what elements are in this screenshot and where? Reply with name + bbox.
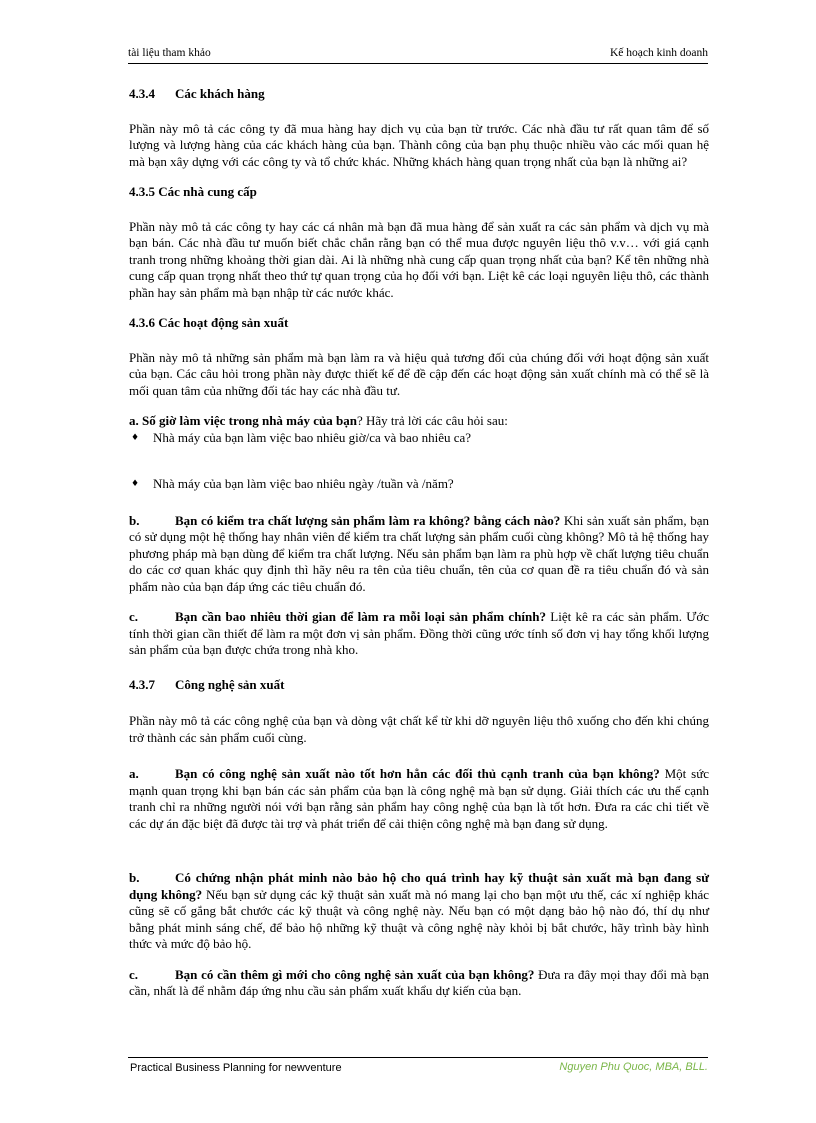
question-b-rest: Nếu bạn sử dụng các kỹ thuật sản xuất mà nó mang lại cho bạn một ưu thế, các xí nghiệp khác cũng sẽ cố gắng bắt chước các kỹ thuật và công nghệ này. Nếu bạn có một dạng bảo hộ nào đó, thí dụ như bằng phát minh sáng chế, để bảo hộ những kỹ thuật và công nghệ này khỏi bị bắt chước, hãy trình bày hình thức và mức độ bảo hộ.	[129, 886, 709, 951]
diamond-bullet-icon: ♦	[131, 432, 140, 443]
page-footer	[128, 1057, 708, 1074]
header-left-text: tài liệu tham khảo	[128, 47, 211, 59]
question-a-rest: Một sức mạnh quan trọng khi bạn bán các sản phẩm của bạn là công nghệ mà bạn sử dụng. Giải thích các ưu thế cạnh tranh chỉ ra những người nói với bạn rằng sản phẩm hay công nghệ của bạn là tốt hơn. Đưa ra các chi tiết về các dự án đặc biệt đã được tài trợ và phát triển để cải thiện công nghệ mà bạn đang sử dụng.	[129, 766, 710, 831]
section-number: 4.3.4	[129, 86, 155, 101]
question-a-hours	[129, 413, 709, 430]
page-header	[128, 47, 708, 64]
section-number: 4.3.7	[129, 676, 155, 692]
question-b-quality	[129, 513, 709, 596]
question-b-rest: Khi sản xuất sản phẩm, bạn có sử dụng một hệ thống hay nhân viên để kiểm tra chất lượng sản phẩm cuối cùng không? Mô tả hệ thống hay phương pháp mà bạn dùng để kiểm tra chất lượng. Nếu sản phẩm bạn làm ra phù hợp về chất lượng tiêu chuẩn do các cơ quan khác quy định thì hãy nêu ra tên của tiêu chuẩn, tên của cơ quan đề ra tiêu chuẩn đó và sản phẩm nào của bạn đáp ứng các tiêu chuẩn đó.	[129, 512, 709, 594]
document-body	[129, 86, 709, 1000]
bullet-text: Nhà máy của bạn làm việc bao nhiêu giờ/ca và bao nhiêu ca?	[153, 429, 472, 445]
question-label: b.	[129, 870, 140, 885]
paragraph-suppliers: Phần này mô tả các công ty hay các cá nhân mà bạn đã mua hàng để sản xuất ra các sản phẩm và dịch vụ mà bạn bán. Các nhà đầu tư muốn biết chắc chắn rằng bạn có thể mua được nguyên liệu thô v.v… với giá cạnh tranh trong những khoảng thời gian dài. Ai là những nhà cung cấp quan trọng nhất của bạn? Kể tên những nhà cung cấp quan trọng nhất theo thứ tự quan trọng của họ đối với bạn. Liệt kê các loại nguyên liệu thô, các thành phần hay sản phẩm mà bạn nhập từ các nước khác.	[129, 218, 709, 300]
section-heading-4-3-4	[129, 86, 709, 103]
header-right-text: Kế hoạch kinh doanh	[609, 47, 708, 59]
question-a-technology	[129, 766, 709, 832]
question-b-bold: Có chứng nhận phát minh nào bảo hộ cho quá trình hay kỹ thuật sản xuất mà bạn đang sử dụng không?	[129, 870, 709, 902]
question-c-rest: Đưa ra đây mọi thay đổi mà bạn cần, nhất là để nhằm đáp ứng nhu cầu sản phẩm xuất khẩu dự kiến của bạn.	[129, 966, 709, 998]
question-c-new-tech	[129, 967, 709, 1000]
question-a-bold: a. Số giờ làm việc trong nhà máy của bạn	[129, 413, 357, 428]
question-a-bold: Bạn có công nghệ sản xuất nào tốt hơn hẳn các đối thủ cạnh tranh của bạn không?	[175, 766, 660, 781]
section-heading-4-3-5: 4.3.5 Các nhà cung cấp	[129, 184, 257, 199]
question-label: c.	[129, 966, 139, 982]
section-heading-4-3-6: 4.3.6 Các hoạt động sản xuất	[129, 315, 289, 330]
section-title: Công nghệ sản xuất	[175, 676, 285, 692]
bullet-item	[129, 476, 709, 493]
question-label: c.	[129, 609, 139, 624]
question-b-patent	[129, 870, 709, 953]
footer-left-text: Practical Business Planning for newventure	[130, 1062, 342, 1074]
question-c-time	[129, 609, 709, 659]
question-c-bold: Bạn cần bao nhiêu thời gian để làm ra mỗi loại sản phẩm chính?	[175, 609, 546, 624]
bullet-item	[129, 430, 709, 447]
paragraph-technology: Phần này mô tả các công nghệ của bạn và dòng vật chất kể từ khi dỡ nguyên liệu thô xuống cho đến khi chúng trở thành các sản phẩm cuối cùng.	[129, 713, 709, 745]
question-b-bold: Bạn có kiểm tra chất lượng sản phẩm làm ra không? bằng cách nào?	[175, 512, 561, 528]
paragraph-production: Phần này mô tả những sản phẩm mà bạn làm ra và hiệu quả tương đối của chúng đối với hoạt động sản xuất của bạn. Các câu hỏi trong phần này được thiết kế để đề cập đến các hoạt động sản xuất chính mà có thể sẽ là mối quan tâm của những đối tác hay các nhà đầu tư.	[129, 349, 709, 398]
question-label: a.	[129, 766, 139, 781]
footer-author: Nguyen Phu Quoc, MBA, BLL.	[559, 1061, 708, 1073]
bullet-text: Nhà máy của bạn làm việc bao nhiêu ngày /tuần và /năm?	[153, 476, 454, 491]
section-title: Các khách hàng	[175, 86, 265, 101]
paragraph-customers: Phần này mô tả các công ty đã mua hàng hay dịch vụ của bạn từ trước. Các nhà đầu tư rất quan tâm để số lượng và lượng hàng của các khách hàng của bạn. Thành công của bạn phụ thuộc nhiều vào các mối quan hệ mà bạn xây dựng với các công ty và tổ chức khác. Những khách hàng quan trọng nhất của bạn là những ai?	[129, 120, 709, 169]
section-heading-4-3-7	[129, 677, 709, 694]
diamond-bullet-icon: ♦	[131, 479, 140, 489]
question-c-bold: Bạn có cần thêm gì mới cho công nghệ sản xuất của bạn không?	[175, 966, 535, 982]
question-label: b.	[129, 512, 140, 528]
question-a-rest: ? Hãy trả lời các câu hỏi sau:	[356, 413, 508, 428]
question-c-rest: Liệt kê ra các sản phẩm. Ước tính thời gian cần thiết để làm ra một đơn vị sản phẩm. Đồng thời cũng ước tính số đơn vị hay tổng khối lượng sản phẩm của bạn được chứa trong nhà kho.	[129, 609, 709, 657]
